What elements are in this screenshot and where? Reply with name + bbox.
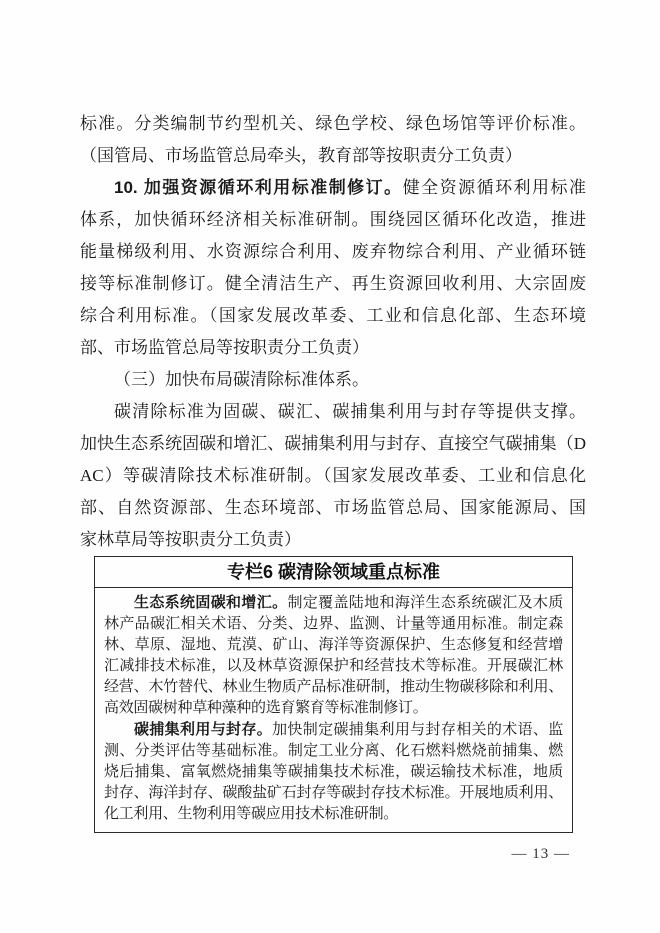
text-segment: 加快生态系统固碳和增汇、碳捕集利用与封存、直接空气碳捕集（D [80,434,586,453]
text-segment: 综合利用标准。（国家发展改革委、工业和信息化部、生态环境 [80,306,586,325]
text-line [104,592,563,614]
bold-lead-text: 生态系统固碳和增汇。 [134,594,288,611]
box-body [95,588,572,832]
text-segment: 体系，加快循环经济相关标准研制。围绕园区循环化改造，推进 [80,210,586,229]
text-segment: 制定覆盖陆地和海洋生态系统碳汇及木质 [287,595,563,611]
text-segment: 林、草原、湿地、荒漠、矿山、海洋等资源保护、生态修复和经营增 [104,637,563,653]
text-segment: 部、市场监管总局等按职责分工负责） [80,338,369,357]
bold-lead-text: 碳捕集利用与封存。 [134,721,273,738]
text-segment: AC）等碳清除技术标准研制。（国家发展改革委、工业和信息化 [80,466,586,485]
text-segment: 能量梯级利用、水资源综合利用、废弃物综合利用、产业循环链 [80,242,586,261]
text-line [80,236,586,268]
text-segment: 部、自然资源部、生态环境部、市场监管总局、国家能源局、国 [80,498,586,517]
text-line [80,140,586,172]
body-text [80,108,586,556]
text-line [80,428,586,460]
text-line [80,300,586,332]
text-line [104,783,563,804]
text-line [80,268,586,300]
text-line [80,460,586,492]
text-line [104,656,563,677]
text-segment: （国管局、市场监管总局牵头，教育部等按职责分工负责） [80,146,522,165]
text-segment: 高效固碳树种草种藻种的选育繁育等标准制修订。 [104,700,428,716]
text-segment: 标准。分类编制节约型机关、绿色学校、绿色场馆等评价标准。 [80,114,586,133]
text-segment: 加快制定碳捕集利用与封存相关的术语、监 [272,722,563,738]
page-number: — 13 — [511,846,570,862]
text-segment: 烧后捕集、富氧燃烧捕集等碳捕集技术标准，碳运输技术标准，地质 [104,764,563,780]
text-segment: （三）加快布局碳清除标准体系。 [114,370,369,389]
text-segment: 测、分类评估等基础标准。制定工业分离、化石燃料燃烧前捕集、燃 [104,743,563,759]
text-segment: 碳清除标准为固碳、碳汇、碳捕集利用与封存等提供支撑。 [114,402,586,421]
text-line [104,741,563,762]
text-line [104,804,563,825]
spotlight-box-column6 [94,556,573,833]
bold-lead-text: 10. 加强资源循环利用标准制修订。 [114,178,403,197]
text-line [104,719,563,741]
text-segment: 封存、海洋封存、碳酸盐矿石封存等碳封存技术标准。开展地质利用、 [104,785,563,801]
text-segment: 接等标准制修订。健全清洁生产、再生资源回收利用、大宗固废 [80,274,586,293]
text-line [80,108,586,140]
text-line [104,698,563,719]
text-segment: 化工利用、生物利用等碳应用技术标准研制。 [104,806,399,822]
text-line [104,677,563,698]
text-line [80,204,586,236]
text-line [104,614,563,635]
text-line [80,396,586,428]
text-segment: 家林草局等按职责分工负责） [80,530,301,549]
text-segment: 经营、木竹替代、林业生物质产品标准研制，推动生物碳移除和利用、 [104,679,563,695]
text-line [80,364,586,396]
text-line [80,492,586,524]
text-segment: 健全资源循环利用标准 [402,178,587,197]
text-line [104,762,563,783]
text-line [104,635,563,656]
text-line [80,332,586,364]
text-segment: 林产品碳汇相关术语、分类、边界、监测、计量等通用标准。制定森 [104,616,563,632]
text-line [80,172,586,204]
text-line [80,524,586,556]
text-segment: 汇减排技术标准，以及林草资源保护和经营技术等标准。开展碳汇林 [104,658,563,674]
box-title: 专栏6 碳清除领域重点标准 [95,557,572,588]
